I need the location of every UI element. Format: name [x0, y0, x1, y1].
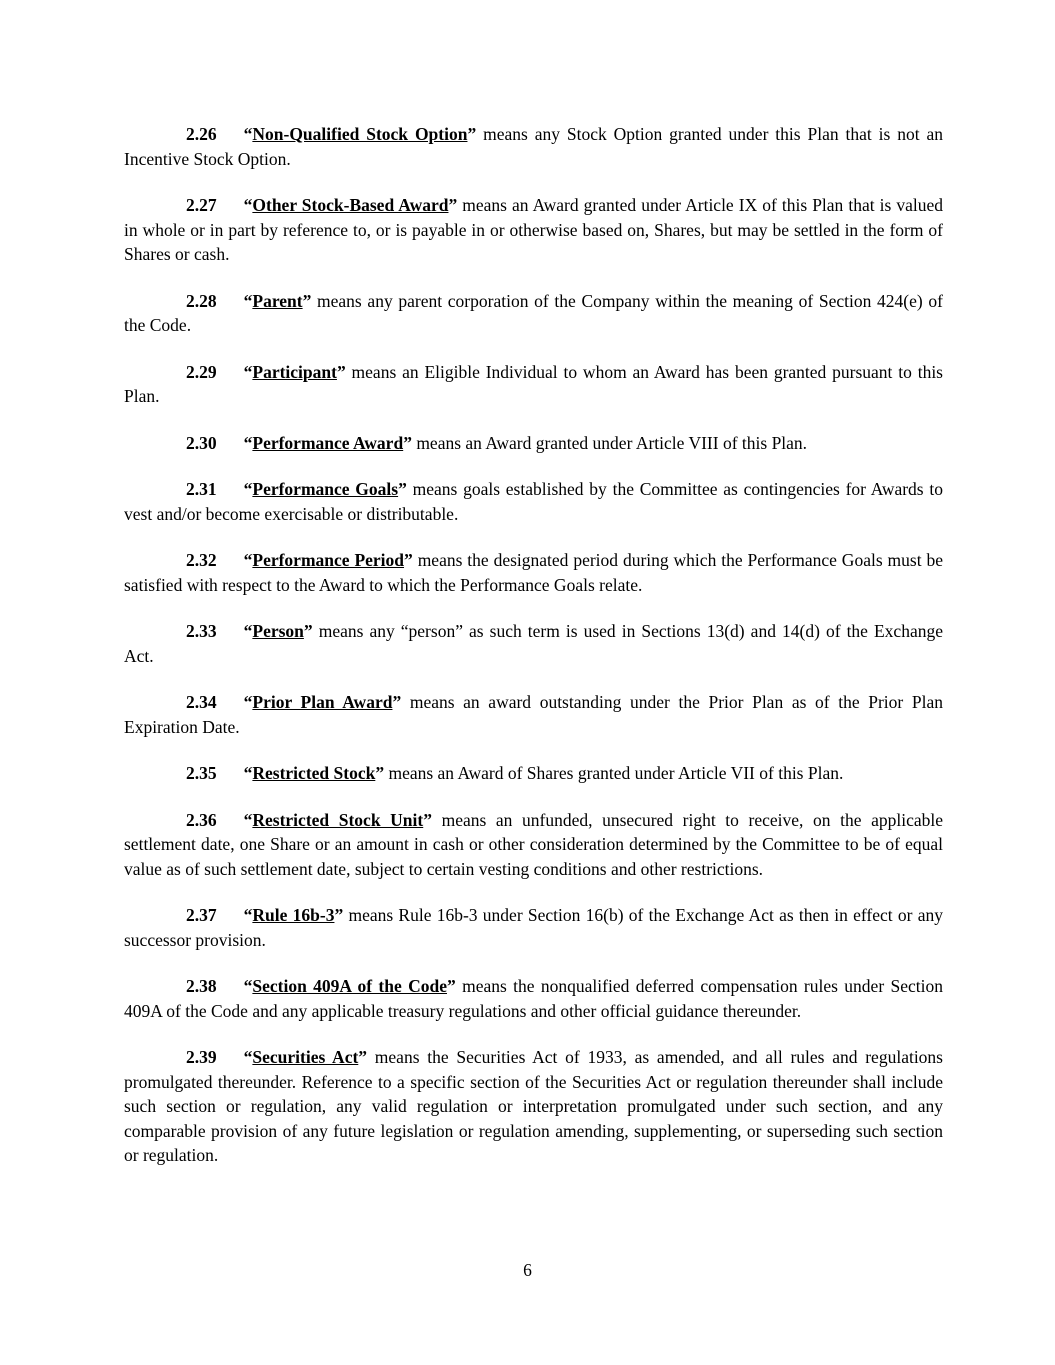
definition-text: means the designated period during which the Performance Goals must be satisfied with respect to the Award to which the Performance Goals relate. — [124, 550, 944, 595]
open-quote: “ — [243, 550, 253, 570]
defined-term: Section 409A of the Code — [252, 976, 447, 996]
section-number: 2.30 — [186, 432, 217, 453]
open-quote: “ — [243, 621, 253, 641]
defined-term: Performance Period — [252, 550, 405, 570]
close-quote: ” — [336, 361, 346, 382]
section-number: 2.39 — [186, 1047, 217, 1067]
section-number: 2.34 — [186, 692, 217, 712]
close-quote: ” — [446, 976, 456, 996]
defined-term: Performance Award — [252, 432, 404, 453]
close-quote: ” — [392, 692, 402, 712]
definition-paragraph — [124, 477, 943, 526]
defined-term: Restricted Stock Unit — [252, 809, 424, 830]
close-quote: ” — [448, 195, 458, 215]
open-quote: “ — [243, 290, 253, 311]
defined-term: Prior Plan Award — [252, 692, 393, 712]
close-quote: ” — [375, 763, 385, 783]
open-quote: “ — [243, 905, 253, 925]
definition-text: means an Eligible Individual to whom an Award has been granted pursuant to this Plan. — [124, 361, 943, 406]
section-number: 2.33 — [186, 621, 217, 641]
open-quote: “ — [243, 692, 253, 712]
defined-term: Parent — [252, 290, 303, 311]
defined-term: Rule 16b-3 — [252, 905, 335, 925]
definition-text: means an Award granted under Article VIII of this Plan. — [411, 432, 808, 453]
defined-term: Other Stock-Based Award — [252, 195, 449, 215]
definition-text: means any parent corporation of the Company within the meaning of Section 424(e) of the Code. — [124, 290, 943, 335]
definition-text: means an award outstanding under the Prior Plan as of the Prior Plan Expiration Date. — [124, 692, 943, 737]
section-number: 2.26 — [186, 124, 217, 144]
definition-paragraph — [124, 289, 943, 338]
definition-paragraph — [124, 808, 943, 882]
definition-text: means an Award of Shares granted under Article VII of this Plan. — [384, 763, 844, 783]
section-number: 2.27 — [186, 195, 217, 215]
close-quote: ” — [398, 479, 407, 499]
definition-paragraph — [124, 548, 943, 597]
defined-term: Securities Act — [252, 1047, 359, 1067]
defined-term: Performance Goals — [252, 479, 399, 499]
open-quote: “ — [243, 976, 253, 996]
definition-text: means an unfunded, unsecured right to receive, on the applicable settlement date, one Share or an amount in cash or other consideration determined by the Committee to be of equal value as of such settlement date, subject to certain vesting conditions and other restrictions. — [124, 809, 944, 879]
defined-term: Non-Qualified Stock Option — [252, 124, 468, 144]
definition-text: means goals established by the Committee as contingencies for Awards to vest and/or become exercisable or distributable. — [124, 479, 943, 524]
section-number: 2.28 — [186, 290, 217, 311]
definition-text: means any Stock Option granted under this Plan that is not an Incentive Stock Option. — [124, 124, 943, 169]
close-quote: ” — [303, 621, 313, 641]
open-quote: “ — [243, 361, 253, 382]
definition-paragraph — [124, 431, 943, 456]
section-number: 2.29 — [186, 361, 217, 382]
definition-text: means the Securities Act of 1933, as amended, and all rules and regulations promulgated thereunder. Reference to a specific section of the Securities Act or regulation thereunder shall include such section or regulation, any valid regulation or interpretation promulgated under such section, and any comparable provision of any future legislation or regulation amending, supplementing, or superseding such section or regulation. — [124, 1047, 943, 1165]
close-quote: ” — [403, 432, 412, 453]
open-quote: “ — [243, 1047, 253, 1067]
definition-paragraph — [124, 122, 943, 171]
definition-text: means Rule 16b-3 under Section 16(b) of the Exchange Act as then in effect or any successor provision. — [124, 905, 944, 950]
definition-text: means the nonqualified deferred compensation rules under Section 409A of the Code and any applicable treasury regulations and other official guidance thereunder. — [124, 976, 944, 1021]
close-quote: ” — [404, 550, 413, 570]
definition-text: means an Award granted under Article IX of this Plan that is valued in whole or in part by reference to, or is payable in or otherwise based on, Shares, but may be settled in the form of Shares or cash. — [124, 195, 943, 264]
open-quote: “ — [243, 763, 253, 783]
definition-paragraph — [124, 903, 943, 952]
section-number: 2.37 — [186, 905, 217, 925]
close-quote: ” — [302, 290, 312, 311]
defined-term: Restricted Stock — [252, 763, 376, 783]
definition-paragraph — [124, 761, 943, 786]
definition-paragraph — [124, 974, 943, 1023]
open-quote: “ — [243, 432, 253, 453]
section-number: 2.35 — [186, 763, 217, 783]
open-quote: “ — [243, 479, 253, 499]
close-quote: ” — [467, 124, 477, 144]
defined-term: Participant — [252, 361, 337, 382]
section-number: 2.36 — [186, 809, 217, 830]
open-quote: “ — [243, 809, 253, 830]
open-quote: “ — [243, 195, 253, 215]
section-number: 2.38 — [186, 976, 217, 996]
open-quote: “ — [243, 124, 253, 144]
definition-paragraph — [124, 619, 943, 668]
definition-paragraph — [124, 690, 943, 739]
close-quote: ” — [334, 905, 344, 925]
definition-paragraph — [124, 193, 943, 267]
page-number: 6 — [523, 1260, 532, 1280]
definition-paragraph — [124, 1045, 943, 1168]
definition-paragraph — [124, 360, 943, 409]
definition-text: means any “person” as such term is used in Sections 13(d) and 14(d) of the Exchange Act. — [124, 621, 943, 666]
close-quote: ” — [358, 1047, 368, 1067]
close-quote: ” — [423, 809, 432, 830]
section-number: 2.32 — [186, 550, 217, 570]
defined-term: Person — [252, 621, 304, 641]
section-number: 2.31 — [186, 479, 217, 499]
